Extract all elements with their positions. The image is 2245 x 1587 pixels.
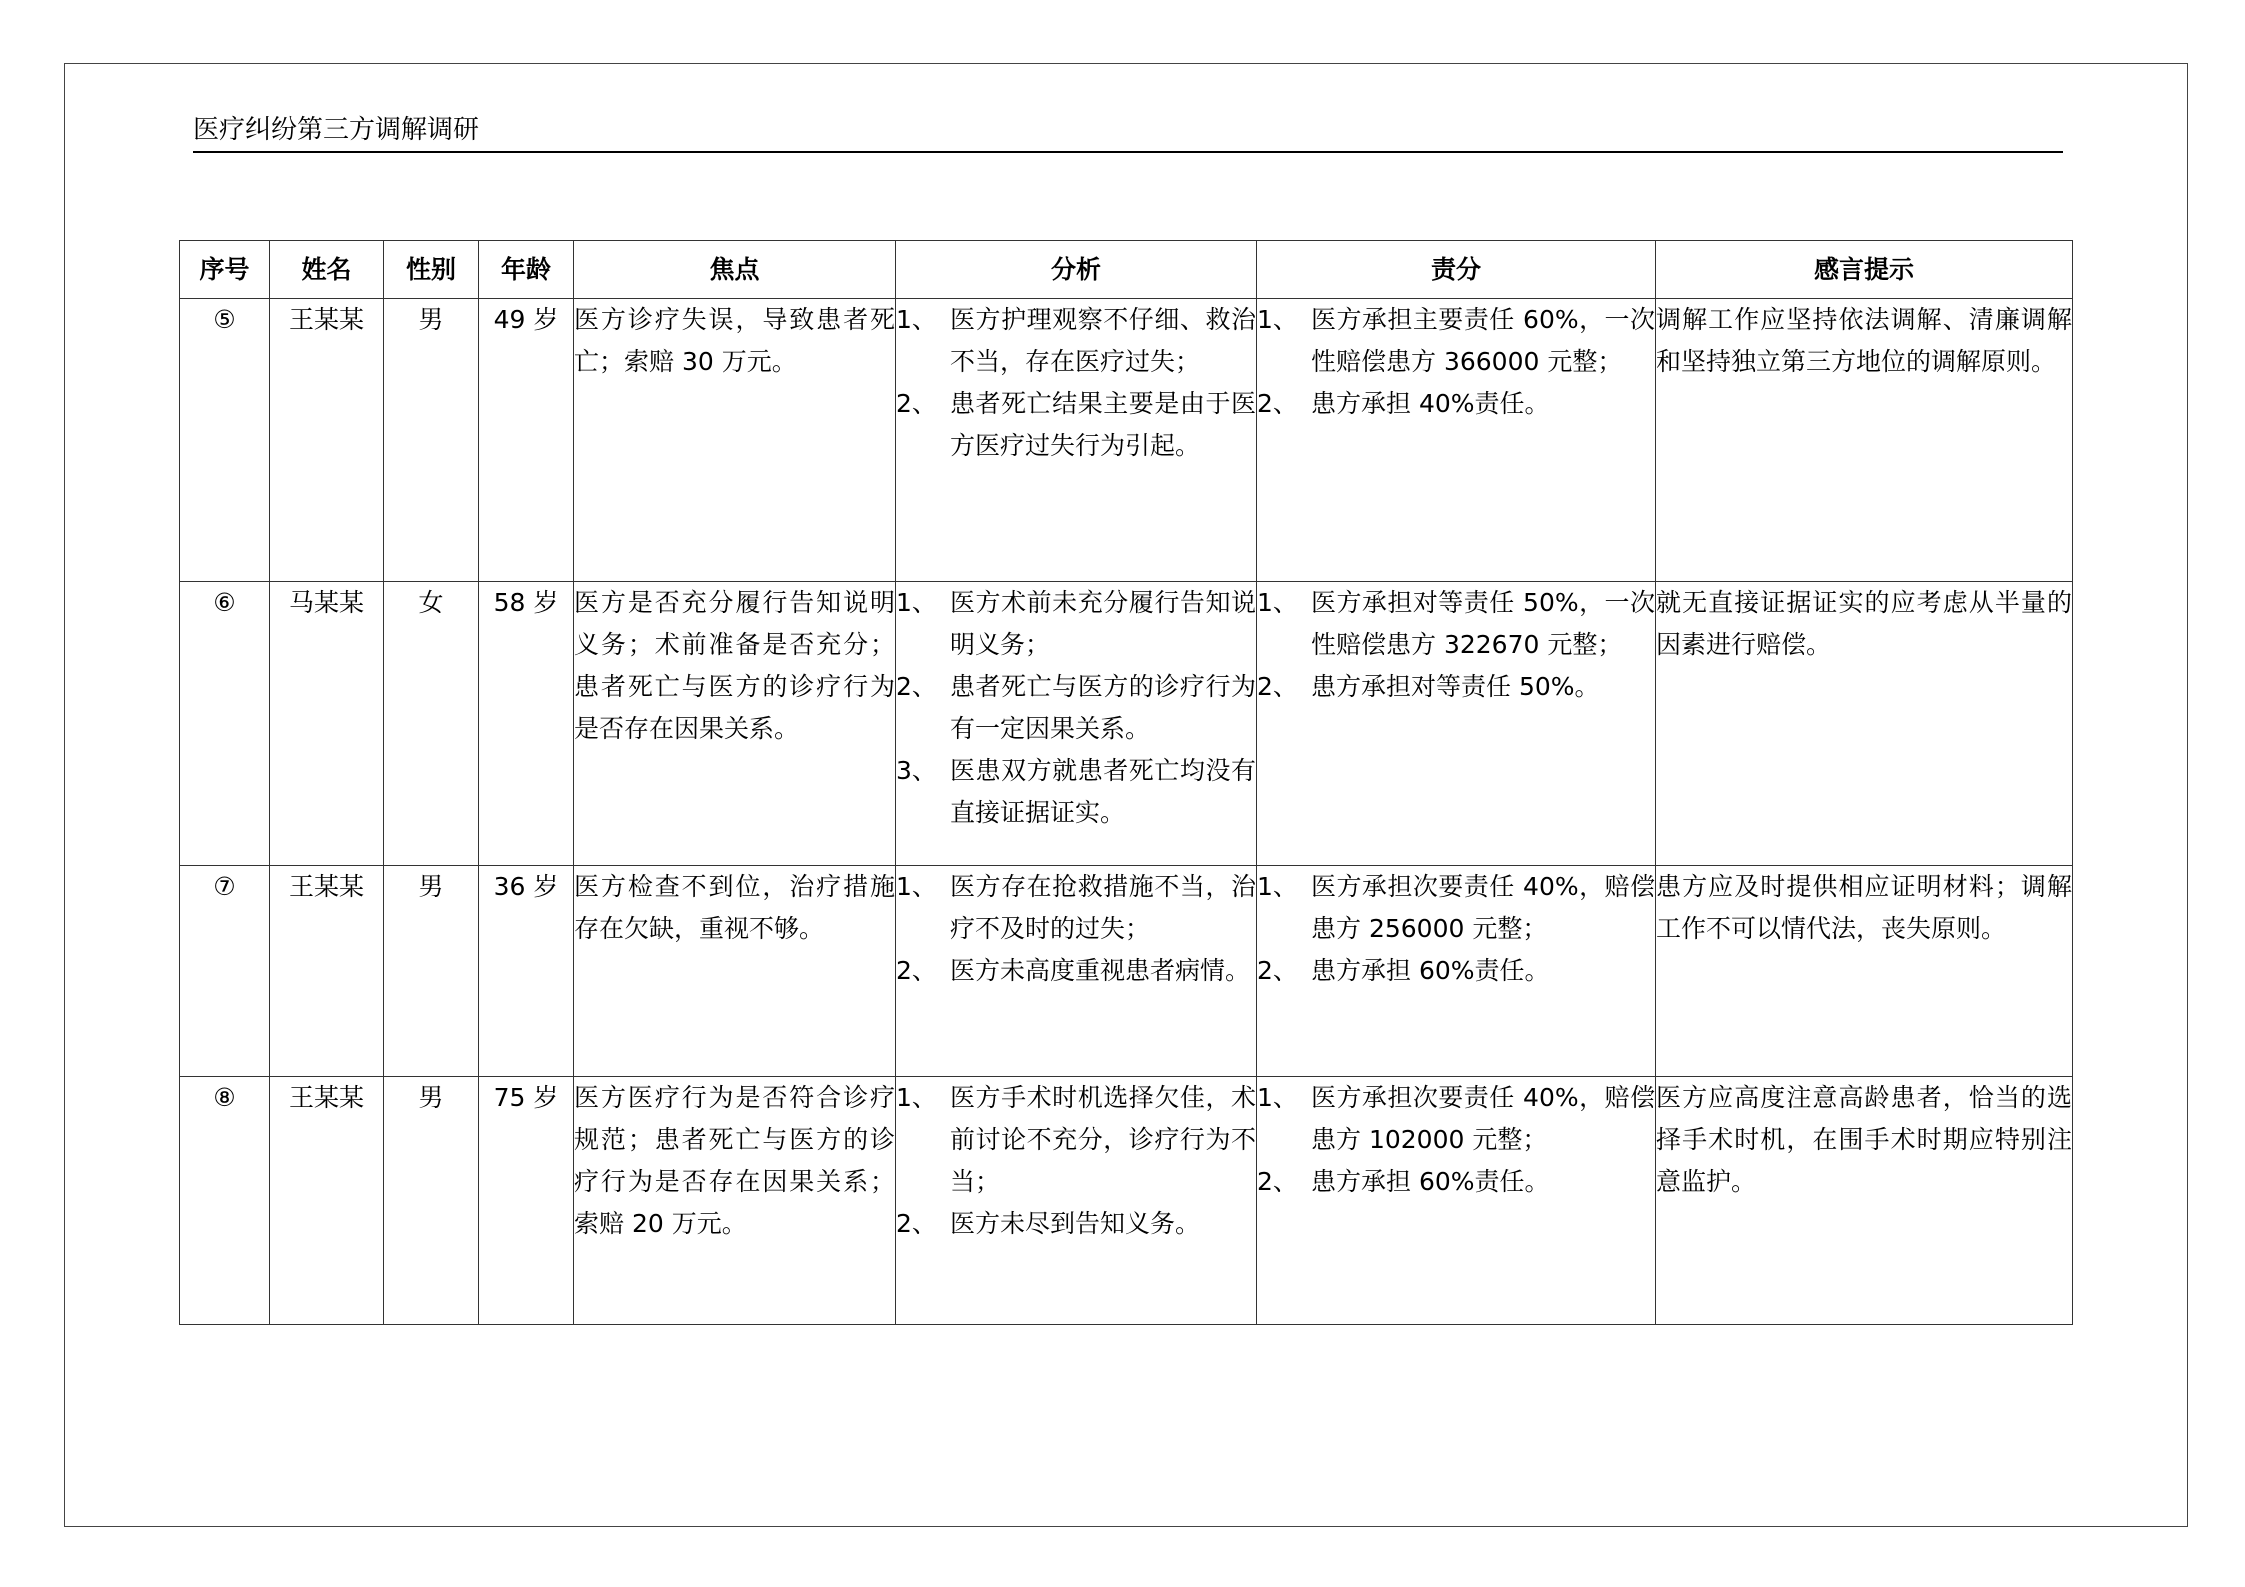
list-item [896, 1077, 1256, 1203]
item-text: 医患双方就患者死亡均没有直接证据证实。 [950, 756, 1256, 827]
item-text: 医方未高度重视患者病情。 [950, 956, 1251, 985]
cell-name: 马某某 [270, 582, 384, 866]
item-number: 2、 [896, 1209, 937, 1238]
item-number: 1、 [1257, 588, 1298, 617]
column-header-analysis: 分析 [896, 241, 1257, 299]
item-number: 3、 [896, 756, 937, 785]
cell-gender: 男 [384, 299, 479, 582]
cell-analysis [896, 1077, 1257, 1325]
list-item [1257, 383, 1655, 425]
cell-remarks: 就无直接证据证实的应考虑从半量的因素进行赔偿。 [1656, 582, 2073, 866]
item-number: 1、 [1257, 305, 1298, 334]
item-number: 1、 [896, 872, 937, 901]
cell-name: 王某某 [270, 1077, 384, 1325]
cell-name: 王某某 [270, 299, 384, 582]
item-number: 1、 [896, 1083, 937, 1112]
column-header-remarks: 感言提示 [1656, 241, 2073, 299]
liability-list [1257, 582, 1655, 708]
column-header-focus: 焦点 [574, 241, 896, 299]
cell-analysis [896, 582, 1257, 866]
cell-gender: 女 [384, 582, 479, 866]
item-text: 医方手术时机选择欠佳，术前讨论不充分，诊疗行为不当； [950, 1083, 1256, 1196]
item-text: 患方承担对等责任 50%。 [1311, 672, 1600, 701]
item-text: 医方存在抢救措施不当，治疗不及时的过失； [950, 872, 1256, 943]
cell-remarks: 医方应高度注意高龄患者，恰当的选择手术时机，在围手术时期应特别注意监护。 [1656, 1077, 2073, 1325]
cell-age: 49 岁 [479, 299, 574, 582]
item-text: 医方承担次要责任 40%，赔偿患方 102000 元整； [1311, 1083, 1655, 1154]
item-text: 患方承担 40%责任。 [1311, 389, 1550, 418]
analysis-list [896, 1077, 1256, 1245]
page-title: 医疗纠纷第三方调解调研 [193, 115, 480, 145]
liability-list [1257, 299, 1655, 425]
cell-remarks: 调解工作应坚持依法调解、清廉调解和坚持独立第三方地位的调解原则。 [1656, 299, 2073, 582]
liability-list [1257, 1077, 1655, 1203]
list-item [896, 1203, 1256, 1245]
item-number: 1、 [896, 305, 937, 334]
list-item [1257, 1077, 1655, 1161]
item-number: 2、 [896, 956, 937, 985]
list-item [1257, 866, 1655, 950]
item-number: 2、 [1257, 1167, 1298, 1196]
list-item [896, 666, 1256, 750]
cell-seq: ⑦ [180, 866, 270, 1077]
item-number: 2、 [896, 389, 937, 418]
item-number: 2、 [896, 672, 937, 701]
item-text: 医方未尽到告知义务。 [950, 1209, 1201, 1238]
analysis-list [896, 299, 1256, 467]
cell-seq: ⑧ [180, 1077, 270, 1325]
item-number: 2、 [1257, 956, 1298, 985]
list-item [896, 299, 1256, 383]
item-text: 医方承担次要责任 40%，赔偿患方 256000 元整； [1311, 872, 1655, 943]
item-number: 2、 [1257, 389, 1298, 418]
table-row [180, 866, 2073, 1077]
cell-remarks: 患方应及时提供相应证明材料；调解工作不可以情代法，丧失原则。 [1656, 866, 2073, 1077]
item-text: 患方承担 60%责任。 [1311, 956, 1550, 985]
item-number: 1、 [1257, 1083, 1298, 1112]
list-item [1257, 666, 1655, 708]
item-number: 2、 [1257, 672, 1298, 701]
liability-list [1257, 866, 1655, 992]
cell-analysis [896, 299, 1257, 582]
list-item [1257, 950, 1655, 992]
column-header-seq: 序号 [180, 241, 270, 299]
page-header [193, 113, 2063, 153]
cases-table [179, 240, 2073, 1325]
item-text: 医方承担对等责任 50%，一次性赔偿患方 322670 元整； [1311, 588, 1655, 659]
list-item [896, 750, 1256, 834]
item-text: 患者死亡与医方的诊疗行为有一定因果关系。 [950, 672, 1256, 743]
cell-analysis [896, 866, 1257, 1077]
item-text: 医方术前未充分履行告知说明义务； [950, 588, 1256, 659]
cell-seq: ⑥ [180, 582, 270, 866]
list-item [896, 383, 1256, 467]
list-item [896, 950, 1256, 992]
cell-liability [1257, 866, 1656, 1077]
cell-liability [1257, 582, 1656, 866]
cell-liability [1257, 299, 1656, 582]
column-header-gender: 性别 [384, 241, 479, 299]
analysis-list [896, 866, 1256, 992]
list-item [896, 866, 1256, 950]
column-header-age: 年龄 [479, 241, 574, 299]
cell-liability [1257, 1077, 1656, 1325]
item-text: 医方承担主要责任 60%，一次性赔偿患方 366000 元整； [1311, 305, 1655, 376]
column-header-liability: 责分 [1257, 241, 1656, 299]
cell-focus: 医方检查不到位，治疗措施存在欠缺，重视不够。 [574, 866, 896, 1077]
cell-age: 36 岁 [479, 866, 574, 1077]
column-header-name: 姓名 [270, 241, 384, 299]
list-item [1257, 582, 1655, 666]
item-number: 1、 [896, 588, 937, 617]
item-text: 患方承担 60%责任。 [1311, 1167, 1550, 1196]
cell-focus: 医方诊疗失误，导致患者死亡；索赔 30 万元。 [574, 299, 896, 582]
cell-age: 75 岁 [479, 1077, 574, 1325]
item-text: 医方护理观察不仔细、救治不当，存在医疗过失； [950, 305, 1256, 376]
list-item [896, 582, 1256, 666]
cell-focus: 医方是否充分履行告知说明义务；术前准备是否充分；患者死亡与医方的诊疗行为是否存在因果关系。 [574, 582, 896, 866]
analysis-list [896, 582, 1256, 834]
cell-seq: ⑤ [180, 299, 270, 582]
table-row [180, 1077, 2073, 1325]
table-header-row [180, 241, 2073, 299]
table-row [180, 299, 2073, 582]
cell-name: 王某某 [270, 866, 384, 1077]
cell-gender: 男 [384, 1077, 479, 1325]
cell-focus: 医方医疗行为是否符合诊疗规范；患者死亡与医方的诊疗行为是否存在因果关系；索赔 20 万元。 [574, 1077, 896, 1325]
list-item [1257, 1161, 1655, 1203]
cell-age: 58 岁 [479, 582, 574, 866]
table-row [180, 582, 2073, 866]
list-item [1257, 299, 1655, 383]
item-text: 患者死亡结果主要是由于医方医疗过失行为引起。 [950, 389, 1256, 460]
cell-gender: 男 [384, 866, 479, 1077]
item-number: 1、 [1257, 872, 1298, 901]
